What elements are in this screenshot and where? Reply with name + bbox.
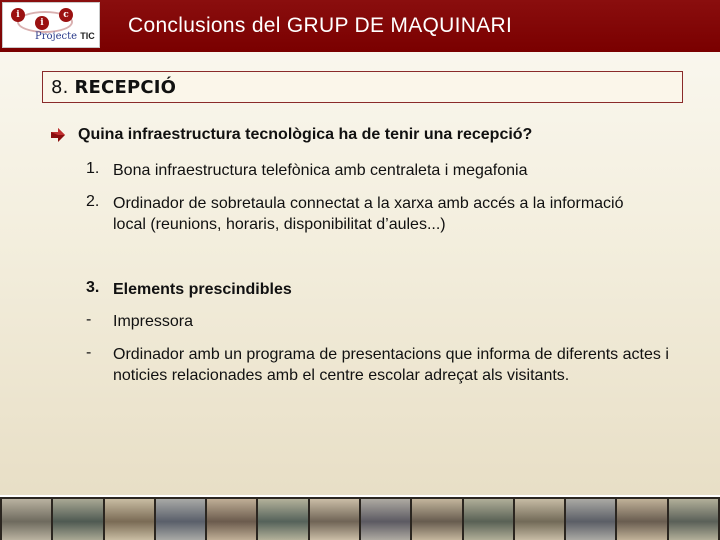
list-item-text: Ordinador amb un programa de presentacions que informa de diferents actes i noticies relacionades amb el centre escolar adreçat als visitants. — [113, 346, 669, 384]
page-title: Conclusions del GRUP DE MAQUINARI — [128, 14, 513, 37]
logo-dot-3: c — [59, 8, 73, 22]
list-item-text: Impressora — [113, 313, 194, 330]
list-item-text: Elements prescindibles — [113, 281, 292, 298]
photo-classroom-11 — [515, 499, 564, 540]
photo-strip — [0, 495, 720, 540]
photo-classroom-13 — [617, 499, 666, 540]
photo-classroom-7 — [310, 499, 359, 540]
photo-classroom-14 — [669, 499, 718, 540]
list-item-marker: 3. — [86, 279, 100, 296]
list-item-text: Ordinador de sobretaula connectat a la xarxa amb accés a la informació local (reunions, horaris, disponibilitat d’aules...) — [113, 195, 624, 233]
section-number: 8. — [51, 77, 69, 98]
section-title: RECEPCIÓ — [74, 77, 177, 98]
photo-classroom-9 — [412, 499, 461, 540]
logo-brand — [35, 31, 95, 42]
photo-classroom-5 — [207, 499, 256, 540]
list-item-marker: - — [86, 311, 92, 328]
section-heading — [51, 77, 176, 98]
photo-classroom-1 — [2, 499, 51, 540]
logo-brand-suffix: TIC — [80, 31, 95, 41]
photo-classroom-12 — [566, 499, 615, 540]
logo-dot-2: i — [35, 16, 49, 30]
logo-dot-1: i — [11, 8, 25, 22]
photo-classroom-10 — [464, 499, 513, 540]
photo-classroom-2 — [53, 499, 102, 540]
photo-classroom-4 — [156, 499, 205, 540]
list-item-text: Bona infraestructura telefònica amb centraleta i megafonia — [113, 162, 528, 179]
question-text: Quina infraestructura tecnològica ha de tenir una recepció? — [78, 126, 533, 143]
photo-classroom-3 — [105, 499, 154, 540]
projecte-tic-logo — [2, 2, 100, 48]
header-bar — [0, 0, 720, 52]
photo-classroom-6 — [258, 499, 307, 540]
list-item-marker: 2. — [86, 193, 100, 210]
photo-classroom-8 — [361, 499, 410, 540]
list-item-marker: 1. — [86, 160, 100, 177]
list-item-marker: - — [86, 344, 92, 361]
logo-brand-name: Projecte — [35, 31, 78, 42]
section-heading-box — [42, 71, 683, 103]
arrow-bullet-icon — [50, 128, 66, 142]
